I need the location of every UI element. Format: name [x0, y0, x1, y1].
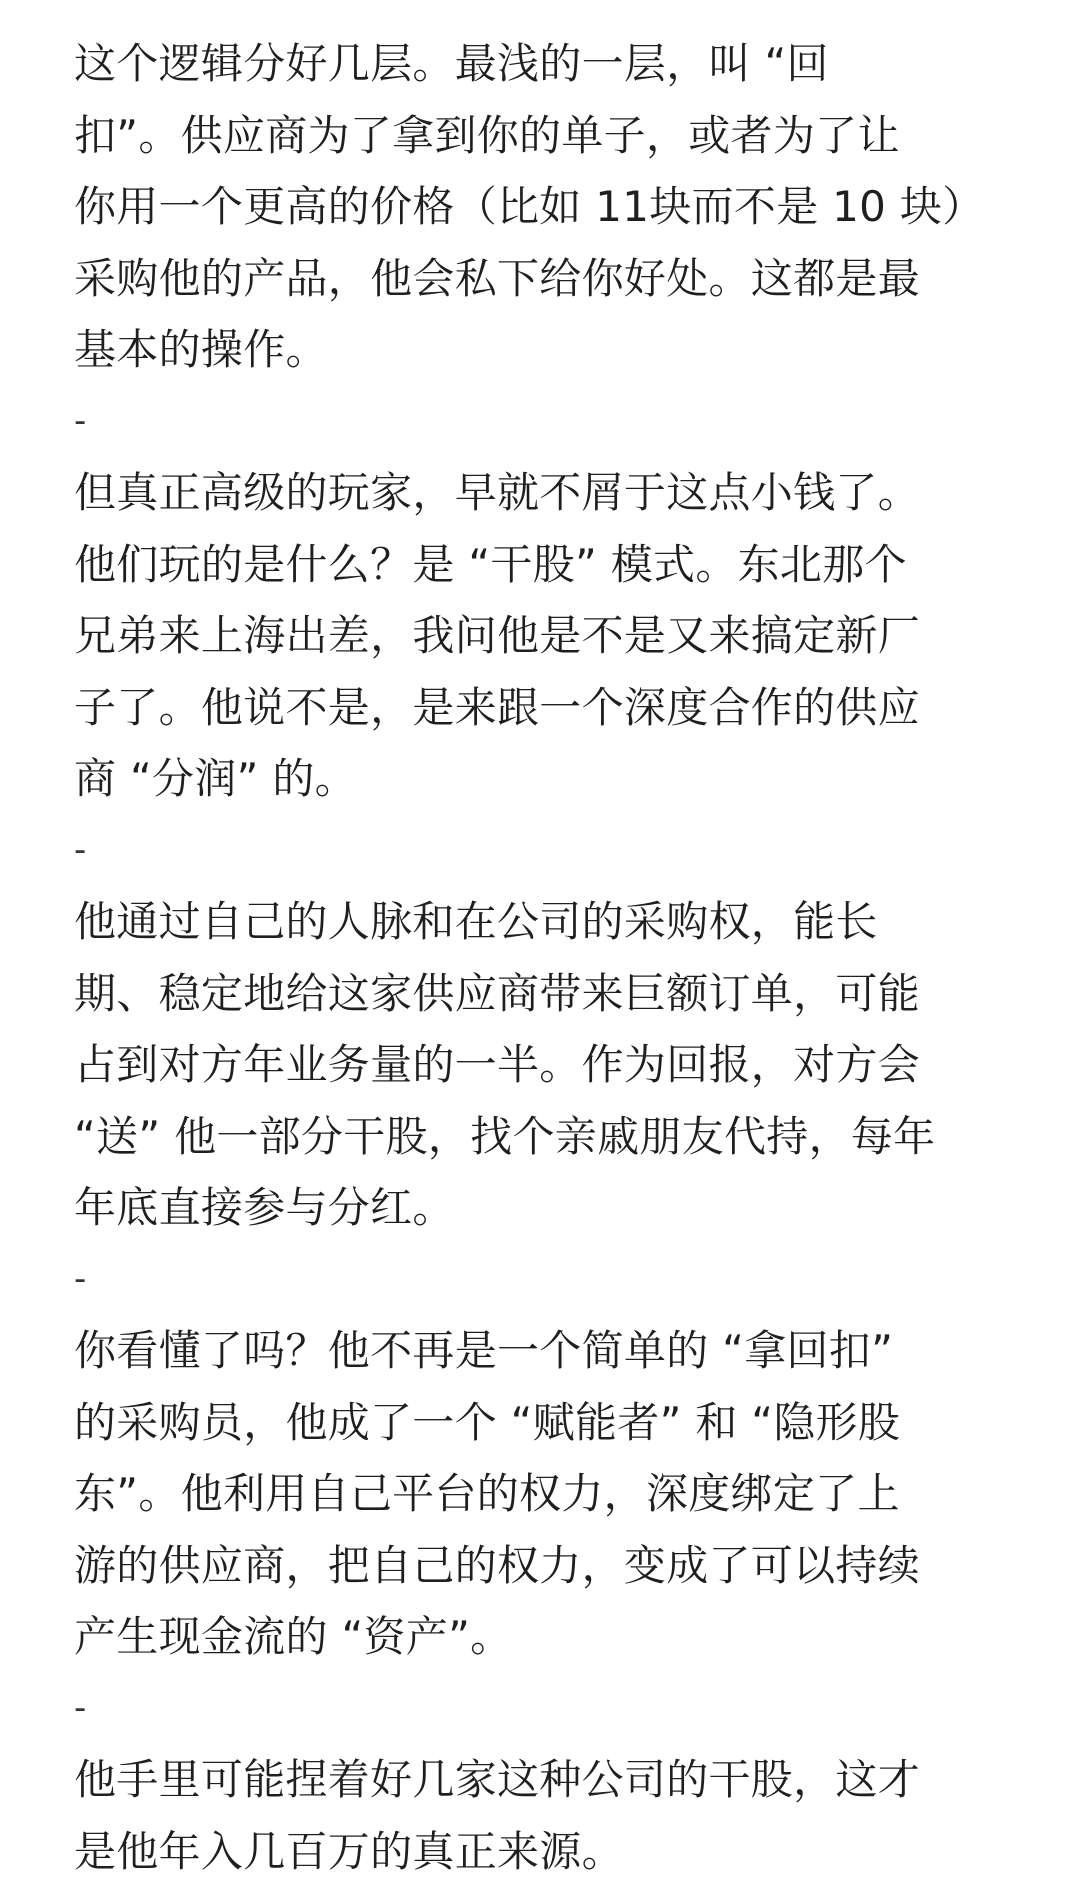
paragraph-line: “送” 他一部分干股，找个亲戚朋友代持，每年 — [74, 1101, 1014, 1173]
paragraph-line: 他们玩的是什么？是 “干股” 模式。东北那个 — [74, 529, 1014, 601]
paragraph-line: 兄弟来上海出差，我问他是不是又来搞定新厂 — [74, 600, 1014, 672]
paragraph-line: 的采购员，他成了一个 “赋能者” 和 “隐形股 — [74, 1387, 1014, 1459]
paragraph-line: 是他年入几百万的真正来源。 — [74, 1816, 1014, 1887]
separator-dash: - — [74, 386, 1014, 458]
paragraph-line: 你看懂了吗？他不再是一个简单的 “拿回扣” — [74, 1315, 1014, 1387]
paragraph-line: 占到对方年业务量的一半。作为回报，对方会 — [74, 1029, 1014, 1101]
paragraph-line: 采购他的产品，他会私下给你好处。这都是最 — [74, 243, 1014, 315]
paragraph-line: 子了。他说不是，是来跟一个深度合作的供应 — [74, 672, 1014, 744]
paragraph-line: 他手里可能捏着好几家这种公司的干股，这才 — [74, 1744, 1014, 1816]
paragraph-line: 商 “分润” 的。 — [74, 743, 1014, 815]
paragraph-line: 年底直接参与分红。 — [74, 1172, 1014, 1244]
paragraph-line: 他通过自己的人脉和在公司的采购权，能长 — [74, 886, 1014, 958]
paragraph-line: 游的供应商，把自己的权力，变成了可以持续 — [74, 1530, 1014, 1602]
paragraph-line: 这个逻辑分好几层。最浅的一层，叫 “回 — [74, 28, 1014, 100]
paragraph-line: 期、稳定地给这家供应商带来巨额订单，可能 — [74, 958, 1014, 1030]
paragraph-line: 扣”。供应商为了拿到你的单子，或者为了让 — [74, 100, 1014, 172]
separator-dash: - — [74, 1673, 1014, 1745]
paragraph-line: 你用一个更高的价格（比如 11块而不是 10 块） — [74, 171, 1014, 243]
paragraph-line: 东”。他利用自己平台的权力，深度绑定了上 — [74, 1458, 1014, 1530]
separator-dash: - — [74, 815, 1014, 887]
article-body — [74, 28, 1014, 1887]
separator-dash: - — [74, 1244, 1014, 1316]
paragraph-line: 基本的操作。 — [74, 314, 1014, 386]
paragraph-line: 但真正高级的玩家，早就不屑于这点小钱了。 — [74, 457, 1014, 529]
paragraph-line: 产生现金流的 “资产”。 — [74, 1601, 1014, 1673]
